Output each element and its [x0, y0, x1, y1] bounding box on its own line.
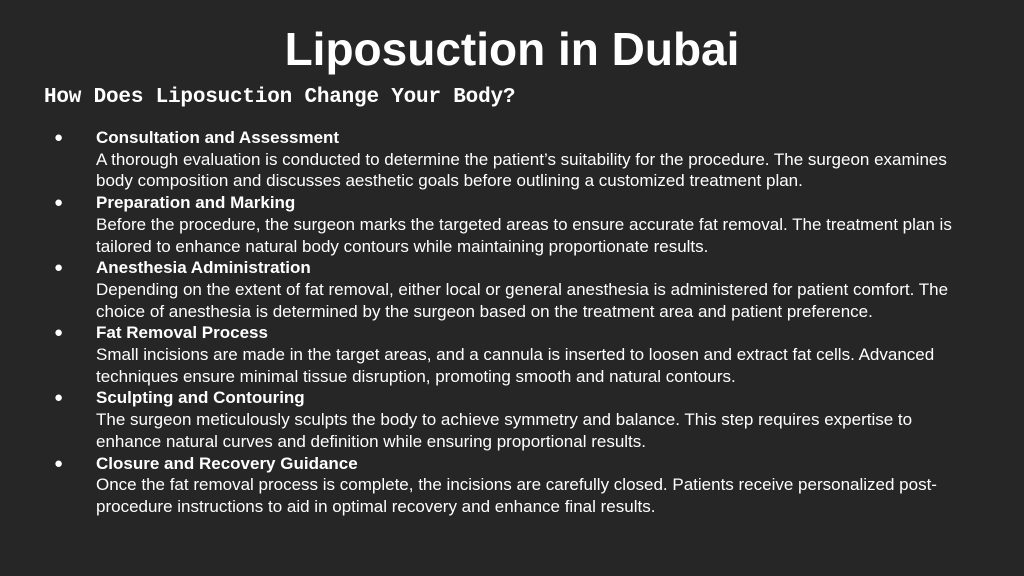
step-description: Once the fat removal process is complete, the incisions are carefully closed. Patients receive personalized post-procedure instructions to aid in optimal recovery and enhance final results.	[96, 475, 937, 516]
list-item	[52, 387, 982, 452]
bullet-icon: ●	[54, 454, 64, 472]
slide-subtitle: How Does Liposuction Change Your Body?	[44, 86, 516, 109]
step-description: Depending on the extent of fat removal, either local or general anesthesia is administered for patient comfort. The choice of anesthesia is determined by the surgeon based on the treatment area and patient preference.	[96, 279, 949, 321]
bullet-icon: ●	[54, 194, 64, 212]
bullet-icon: ●	[54, 259, 64, 277]
step-description: Small incisions are made in the target areas, and a cannula is inserted to loosen and extract fat cells. Advanced techniques ensure minimal tissue disruption, promoting smooth and natural contours.	[96, 345, 935, 386]
procedure-steps-list	[52, 127, 982, 518]
step-heading: Consultation and Assessment	[96, 128, 340, 147]
step-description: The surgeon meticulously sculpts the body to achieve symmetry and balance. This step requires expertise to enhance natural curves and definition while ensuring proportional results.	[96, 410, 913, 451]
list-item	[52, 192, 982, 257]
bullet-icon: ●	[54, 324, 64, 342]
step-heading: Anesthesia Administration	[96, 258, 311, 278]
list-item	[52, 257, 982, 322]
bullet-icon: ●	[54, 389, 64, 407]
list-item	[52, 453, 982, 518]
step-description: A thorough evaluation is conducted to determine the patient’s suitability for the procedure. The surgeon examines body composition and discusses aesthetic goals before outlining a customized treatment plan.	[96, 149, 947, 191]
step-heading: Preparation and Marking	[96, 193, 296, 213]
slide-title: Liposuction in Dubai	[284, 23, 740, 75]
step-heading: Closure and Recovery Guidance	[96, 453, 358, 473]
bullet-icon: ●	[54, 129, 64, 146]
step-heading: Sculpting and Contouring	[96, 388, 305, 408]
list-item	[52, 322, 982, 387]
step-heading: Fat Removal Process	[96, 323, 268, 343]
step-description: Before the procedure, the surgeon marks the targeted areas to ensure accurate fat removal. The treatment plan is tailored to enhance natural body contours while maintaining proportionate results.	[96, 214, 952, 256]
list-item	[52, 127, 982, 192]
